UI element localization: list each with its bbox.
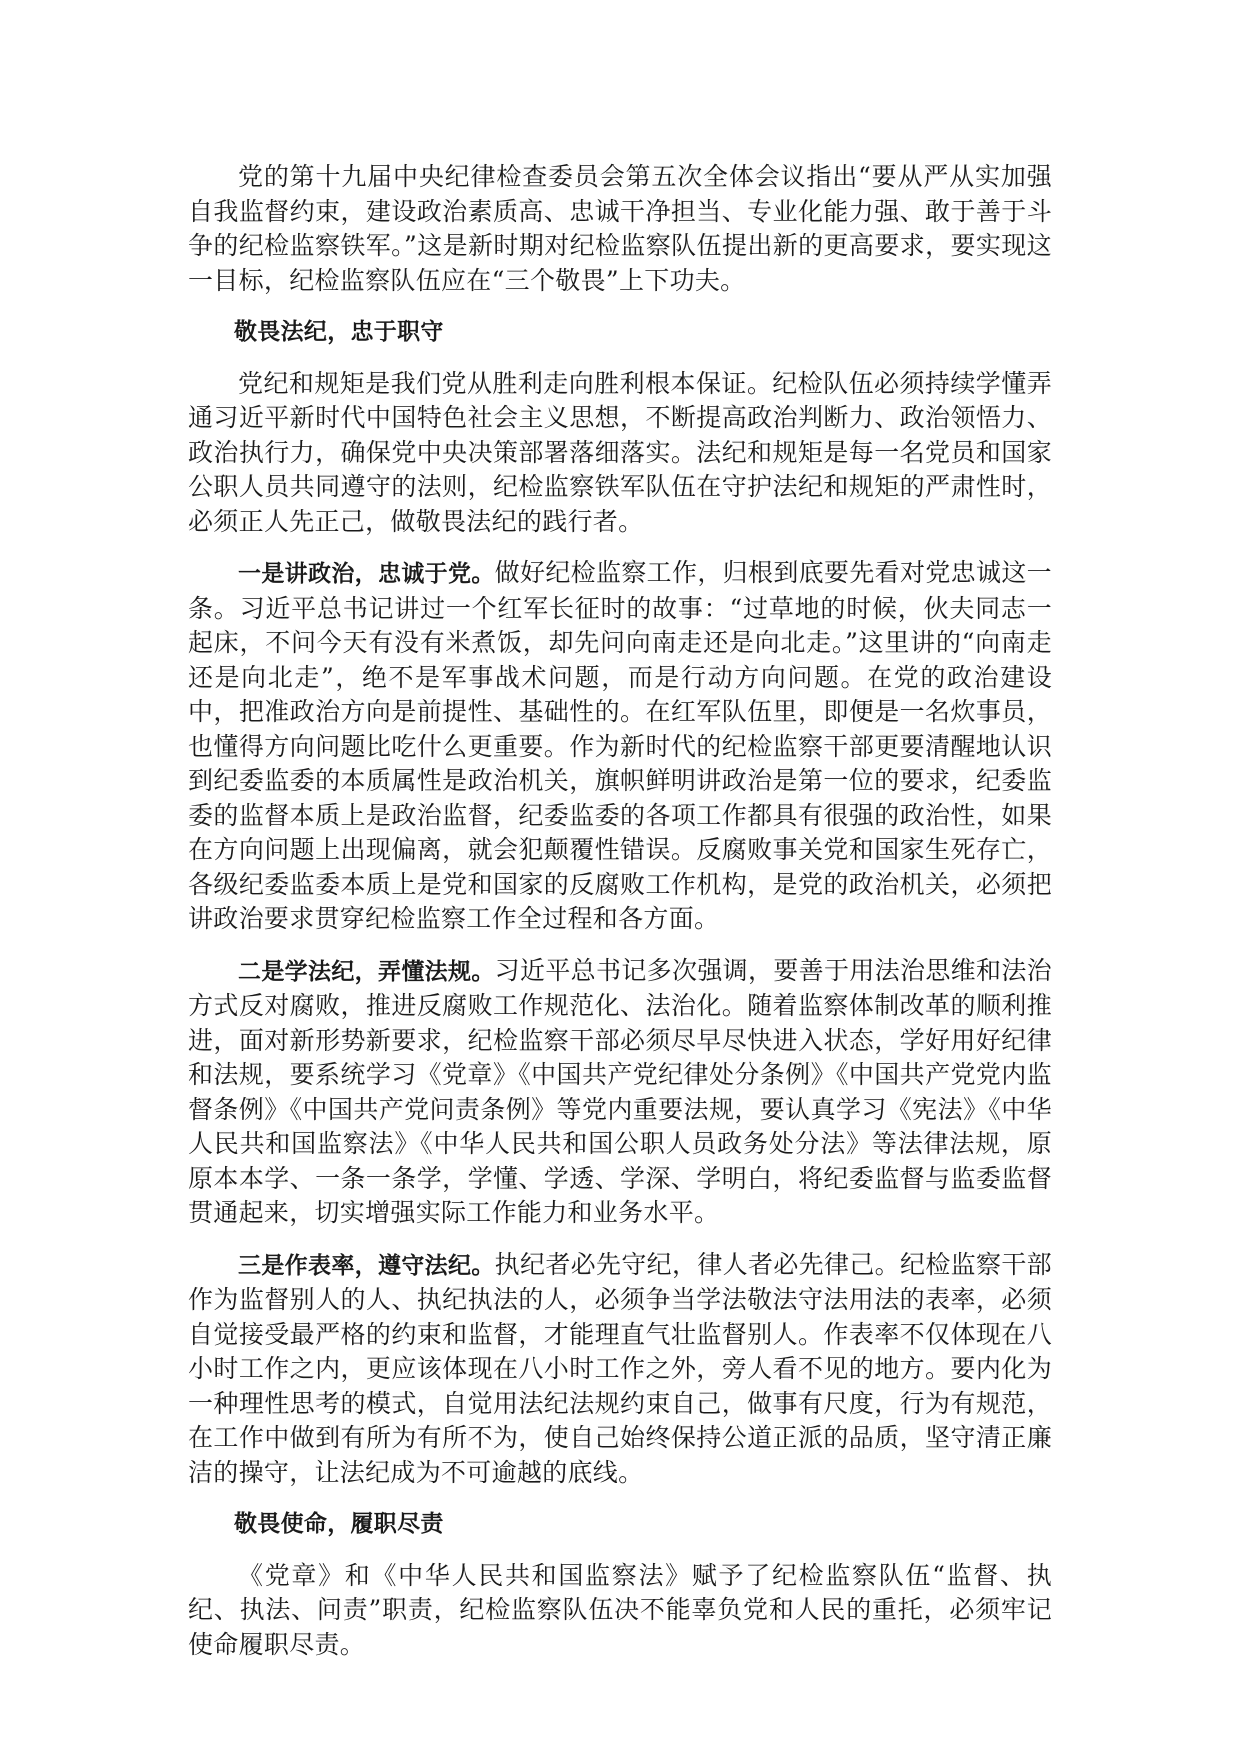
point-politics-lead: 一是讲政治，忠诚于党。: [238, 561, 495, 587]
section-heading-discipline: 敬畏法纪，忠于职守: [234, 319, 444, 345]
point-example-lead: 三是作表率，遵守法纪。: [238, 1252, 495, 1279]
point-law-lead: 二是学法纪，弄懂法规。: [238, 958, 495, 985]
intro-paragraph: 党的第十九届中央纪律检查委员会第五次全体会议指出“要从严从实加强自我监督约束，建设政治素质高、忠诚干净担当、专业化能力强、敢于善于斗争的纪检监察铁军。”这是新时期对纪检监察队伍提出新的更高要求，要实现这一目标，纪检监察队伍应在“三个敬畏”上下功夫。: [188, 162, 1052, 295]
point-law-text: 习近平总书记多次强调，要善于用法治思维和法治方式反对腐败，推进反腐败工作规范化、法治化。随着监察体制改革的顺利推进，面对新形势新要求，纪检监察干部必须尽早尽快进入状态，学好用好纪律和法规，要系统学习《党章》《中国共产党纪律处分条例》《中国共产党党内监督条例》《中国共产党问责条例》等党内重要法规，要认真学习《宪法》《中华人民共和国监察法》《中华人民共和国公职人员政务处分法》等法律法规，原原本本学、一条一条学，学懂、学透、学深、学明白，将纪委监督与监委监督贯通起来，切实增强实际工作能力和业务水平。: [188, 955, 1052, 1227]
document-body: [188, 160, 1052, 1679]
point-law-paragraph: [188, 954, 1052, 1231]
section-discipline-paragraph: 党纪和规矩是我们党从胜利走向胜利根本保证。纪检队伍必须持续学懂弄通习近平新时代中国特色社会主义思想，不断提高政治判断力、政治领悟力、政治执行力，确保党中央决策部署落细落实。法纪和规矩是每一名党员和国家公职人员共同遵守的法则，纪检监察铁军队伍在守护法纪和规矩的严肃性时，必须正人先正己，做敬畏法纪的践行者。: [188, 368, 1052, 536]
point-politics-text: 做好纪检监察工作，归根到底要先看对党忠诚这一条。习近平总书记讲过一个红军长征时的故事：“过草地的时候，伙夫同志一起床，不问今天有没有米煮饭，却先问向南走还是向北走。”这里讲的“向南走还是向北走”，绝不是军事战术问题，而是行动方向问题。在党的政治建设中，把准政治方向是前提性、基础性的。在红军队伍里，即便是一名炊事员，也懂得方向问题比吃什么更重要。作为新时代的纪检监察干部更要清醒地认识到纪委监委的本质属性是政治机关，旗帜鲜明讲政治是第一位的要求，纪委监委的监督本质上是政治监督，纪委监委的各项工作都具有很强的政治性，如果在方向问题上出现偏离，就会犯颠覆性错误。反腐败事关党和国家生死存亡，各级纪委监委本质上是党和国家的反腐败工作机构，是党的政治机关，必须把讲政治要求贯穿纪检监察工作全过程和各方面。: [188, 558, 1052, 933]
section-mission-paragraph: 《党章》和《中华人民共和国监察法》赋予了纪检监察队伍“监督、执纪、执法、问责”职责，纪检监察队伍决不能辜负党和人民的重托，必须牢记使命履职尽责。: [188, 1560, 1052, 1659]
point-politics-paragraph: [188, 556, 1052, 937]
point-example-paragraph: [188, 1248, 1052, 1491]
section-heading-mission: 敬畏使命，履职尽责: [234, 1511, 444, 1537]
point-example-text: 执纪者必先守纪，律人者必先律己。纪检监察干部作为监督别人的人、执纪执法的人，必须争当学法敬法守法用法的表率，必须自觉接受最严格的约束和监督，才能理直气壮监督别人。作表率不仅体现在八小时工作之内，更应该体现在八小时工作之外，旁人看不见的地方。要内化为一种理性思考的模式，自觉用法纪法规约束自己，做事有尺度，行为有规范，在工作中做到有所为有所不为，使自己始终保持公道正派的品质，坚守清正廉洁的操守，让法纪成为不可逾越的底线。: [188, 1249, 1052, 1487]
